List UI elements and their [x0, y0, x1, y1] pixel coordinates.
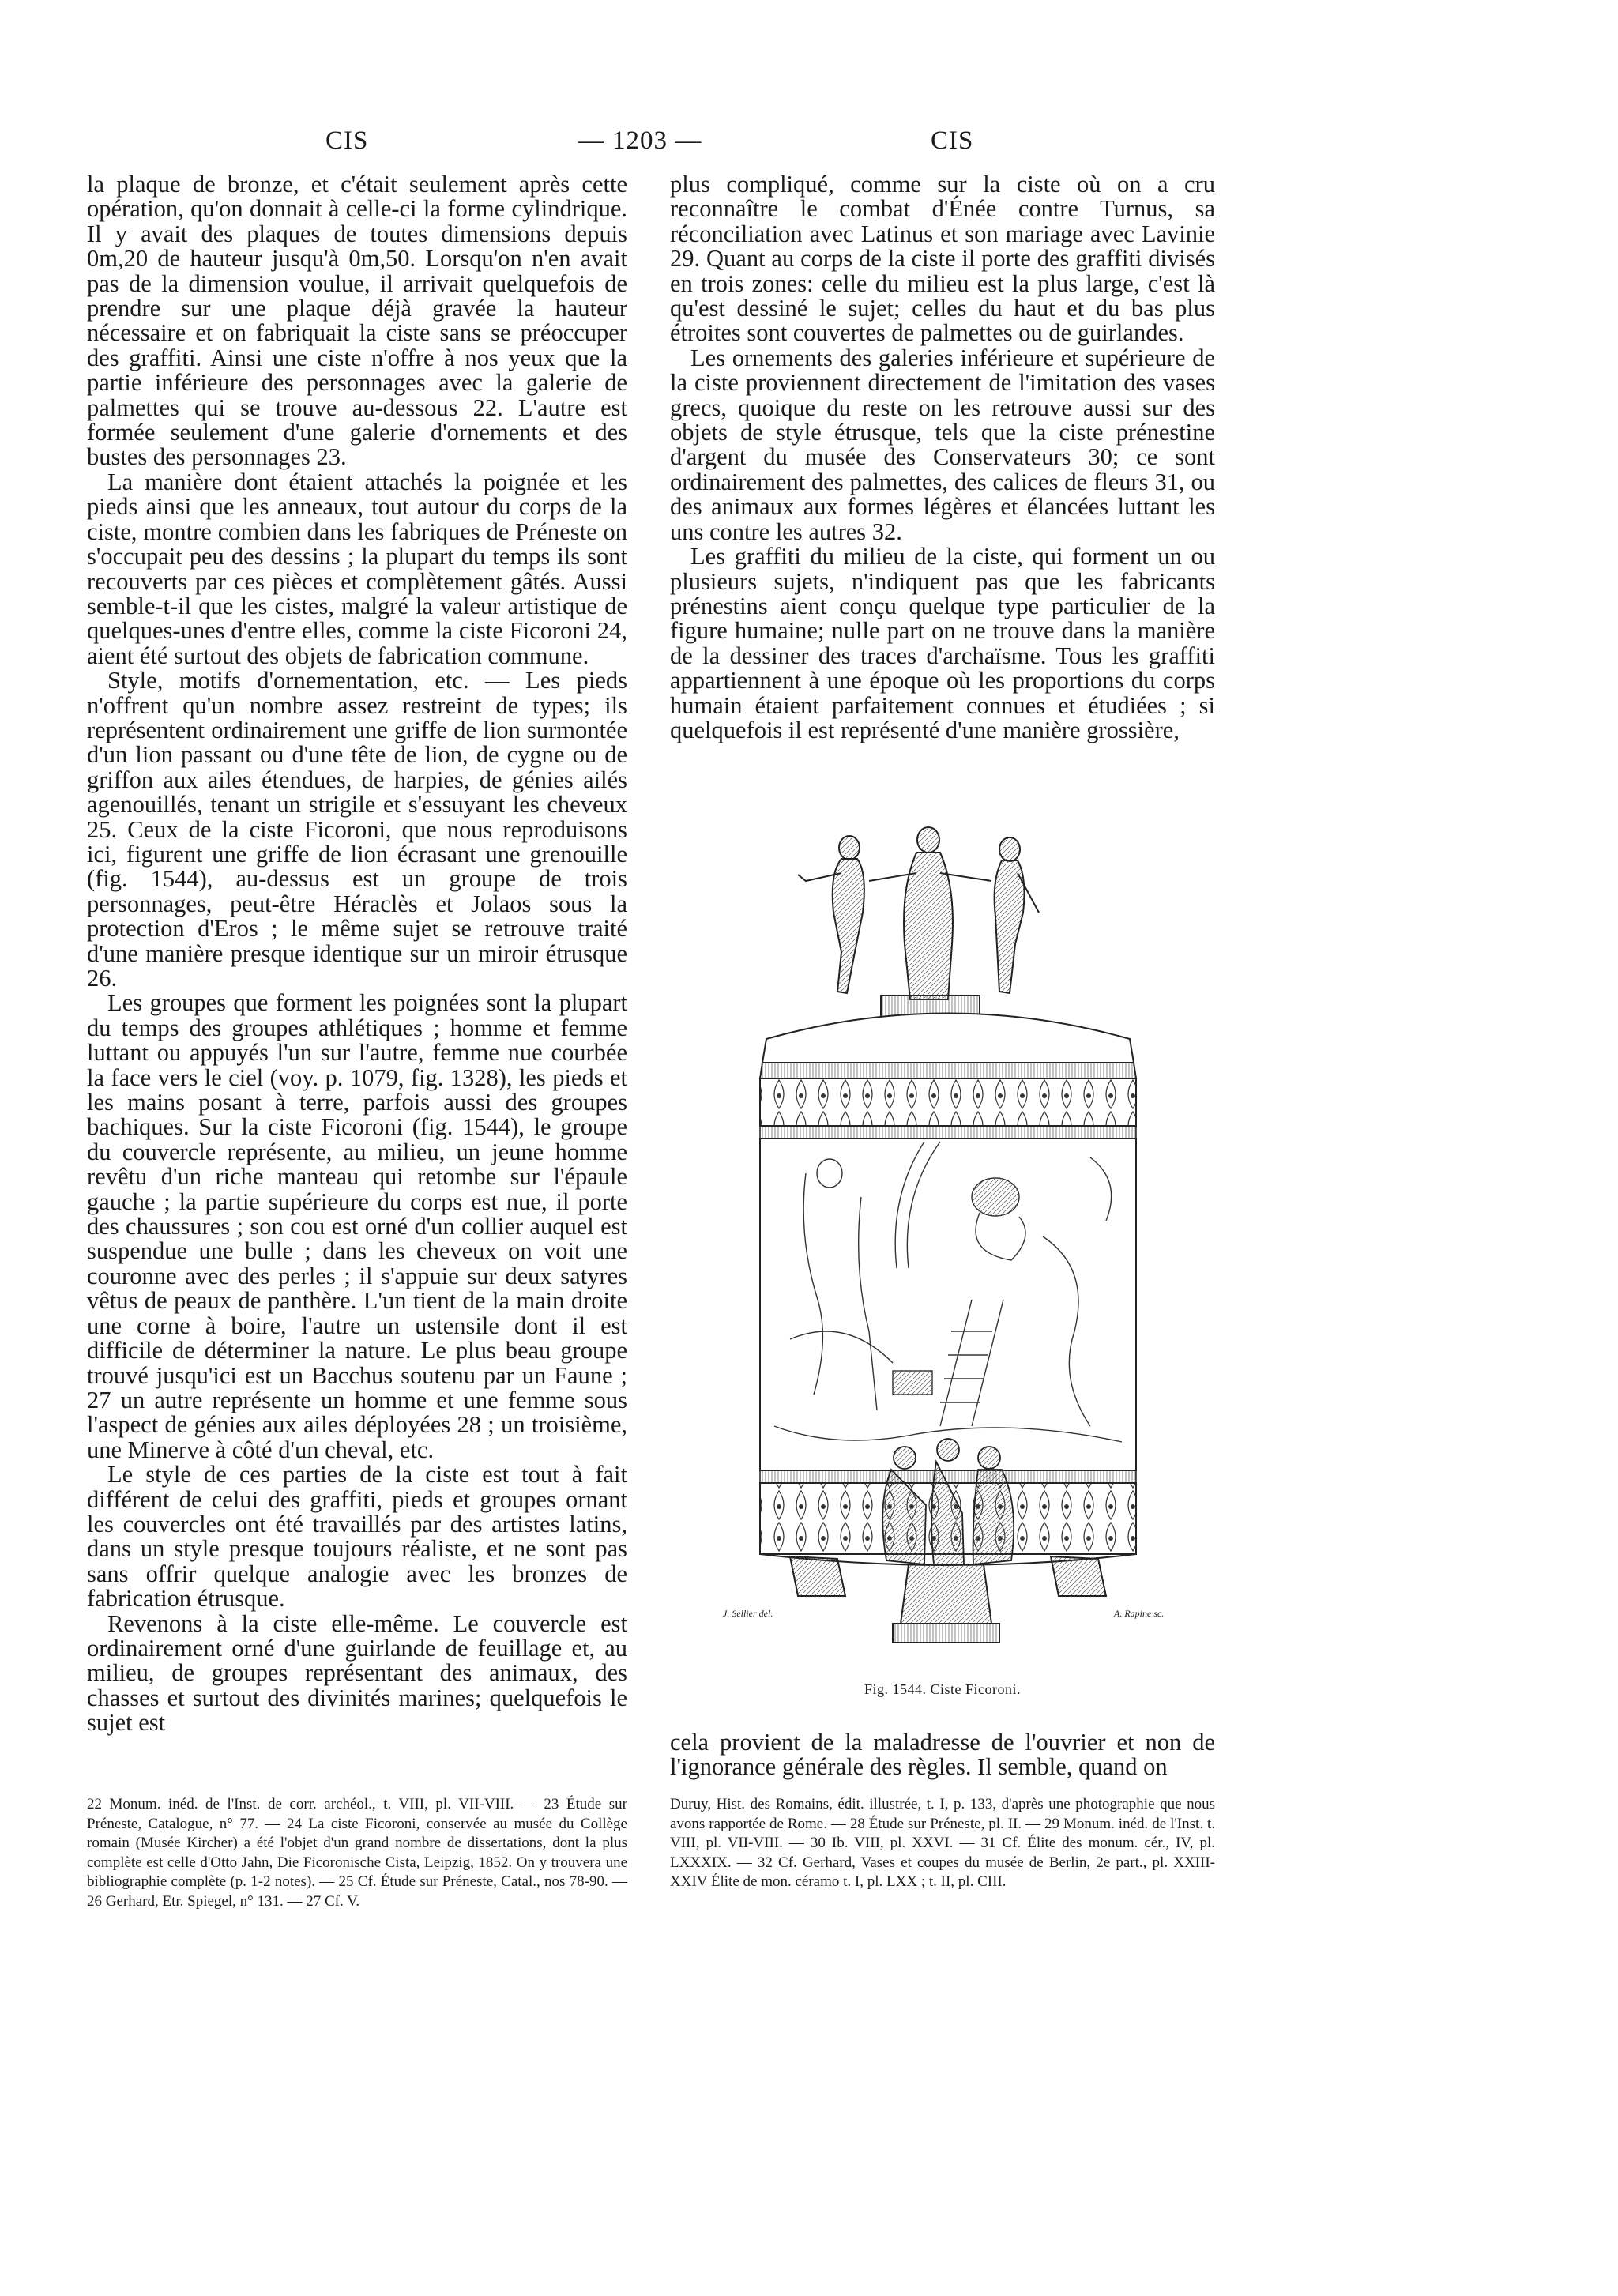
cylinder-body [760, 1139, 1136, 1470]
running-head-right: CIS [931, 126, 974, 155]
paragraph: Le style de ces parties de la ciste est tout à fait différent de celui des graffiti, pieds et groupes ornant les couvercles ont été travaillés par des artistes latins, dans un style presque toujours réaliste, et ne sont pas sans offrir quelque analogie avec les bronzes de fabrication étrusque. [87, 1461, 627, 1613]
lid [762, 1014, 1134, 1063]
paragraph: plus compliqué, comme sur la ciste où on a cru reconnaître le combat d'Énée contre Turnus, sa réconciliation avec Latinus et son mariage avec Lavinie 29. Quant au corps de la ciste il porte des graffiti divisés en trois zones: celle du milieu est la plus large, c'est là qu'est dessiné le sujet; celles du haut et du bas plus étroites sont couvertes de palmettes ou de guirlandes. [670, 171, 1215, 347]
paragraph: Les graffiti du milieu de la ciste, qui forment un ou plusieurs sujets, n'indiquent pas que les fabricants prénestins aient conçu quelque type particulier de la figure humaine; nulle part on ne trouve dans la manière de la dessiner des traces d'archaïsme. Tous les graffiti appartiennent à une époque où les proportions du corps humain étaient parfaitement connues et étudiées ; si quelquefois il est représenté d'une manière grossière, [670, 543, 1215, 743]
upper-palmette-band [760, 1078, 1136, 1126]
handle-figure-group [882, 1439, 1014, 1564]
engraver-signature-left: J. Sellier del. [723, 1608, 773, 1619]
paragraph: Revenons à la ciste elle-même. Le couvercle est ordinairement orné d'une guirlande de feuillage et, au milieu, de groupes représentant des animaux, des chasses et surtout des divinités marines; quelquefois le sujet est [87, 1609, 627, 1737]
lion-claw-feet [790, 1556, 1106, 1643]
right-column-top [670, 172, 1215, 743]
left-column [87, 172, 627, 1736]
ciste-ficoroni-engraving [679, 826, 1217, 1687]
engraver-signature-right: A. Rapine sc. [1114, 1608, 1165, 1619]
paragraph: cela provient de la maladresse de l'ouvrier et non de l'ignorance générale des règles. Il semble, quand on [670, 1729, 1215, 1781]
paragraph: Style, motifs d'ornementation, etc. — Les pieds n'offrent qu'un nombre assez restreint de types; ils représentent ordinairement une griffe de lion surmontée d'un lion passant ou d'une tête de lion, de cygne ou de griffon aux ailes étendues, de harpies, de génies ailés agenouillés, tenant un strigile et s'essuyant les cheveux 25. Ceux de la ciste Ficoroni, que nous reproduisons ici, figurent une griffe de lion écrasant une grenouille (fig. 1544), au-dessus est un groupe de trois personnages, peut-être Héraclès et Jolaos sous la protection d'Eros ; le même sujet se retrouve traité d'une manière presque identique sur un miroir étrusque 26. [87, 667, 627, 992]
paragraph: la plaque de bronze, et c'était seulement après cette opération, qu'on donnait à celle-ci la forme cylindrique. Il y avait des plaques de toutes dimensions depuis 0m,20 de hauteur jusqu'à 0m,50. Lorsqu'on n'en avait pas de la dimension voulue, il arrivait quelquefois de prendre sur une plaque déjà gravée la hauteur nécessaire et on fabriquait la ciste sans se préoccuper des graffiti. Ainsi une ciste n'offre à nos yeux que la partie inférieure des personnages avec la galerie de palmettes qui se trouve au-dessous 22. L'autre est formée seulement d'une galerie d'ornements et des bustes des personnages 23. [87, 171, 627, 471]
figure-caption: Fig. 1544. Ciste Ficoroni. [864, 1681, 1021, 1697]
paragraph: Les ornements des galeries inférieure et supérieure de la ciste proviennent directement de l'imitation des vases grecs, quoique du reste on les retrouve aussi sur des objets de style étrusque, tels que la ciste prénestine d'argent du musée des Conservateurs 30; ce sont ordinairement des palmettes, des calices de fleurs 31, ou des animaux aux formes légères et élancées luttant les uns contre les autres 32. [670, 344, 1215, 545]
running-head-left: CIS [325, 126, 369, 155]
lid-figure-group [798, 827, 1039, 999]
footnotes-left: 22 Monum. inéd. de l'Inst. de corr. archéol., t. VIII, pl. VII-VIII. — 23 Étude sur Préneste, Catalogue, n° 77. — 24 La ciste Ficoroni, conservée au musée du Collège romain (Musée Kircher) a été l'objet d'un grand nombre de dissertations, dont la plus complète est celle d'Otto Jahn, Die Ficoronische Cista, Leipzig, 1852. On y trouvera une bibliographie complète (p. 1-2 notes). — 25 Cf. Étude sur Préneste, Catal., nos 78-90. — 26 Gerhard, Etr. Spiegel, n° 131. — 27 Cf. V. [87, 1796, 627, 1910]
paragraph: La manière dont étaient attachés la poignée et les pieds ainsi que les anneaux, tout autour du corps de la ciste, montre combien dans les fabriques de Préneste on s'occupait peu des dessins ; la plupart du temps ils sont recouverts par ces pièces et complètement gâtés. Aussi semble-t-il que les cistes, malgré la valeur artistique de quelques-unes d'entre elles, comme la ciste Ficoroni 24, aient été surtout des objets de fabrication commune. [87, 468, 627, 669]
page-number: — 1203 — [578, 126, 702, 155]
right-column-bottom [670, 1730, 1215, 1780]
footnotes-right: Duruy, Hist. des Romains, édit. illustrée, t. I, p. 133, d'après une photographie que nous avons rapportée de Rome. — 28 Étude sur Préneste, pl. II. — 29 Monum. inéd. de l'Inst. t. VIII, pl. VII-VIII. — 30 Ib. VIII, pl. XXVI. — 31 Cf. Élite des monum. cér., IV, pl. LXXXIX. — 32 Cf. Gerhard, Vases et coupes du musée de Berlin, 2e part., pl. XXIII-XXIV Élite de mon. céramo t. I, pl. LXX ; t. II, pl. CIII. [670, 1796, 1215, 1891]
paragraph: Les groupes que forment les poignées sont la plupart du temps des groupes athlétiques ; homme et femme luttant ou appuyés l'un sur l'autre, femme nue courbée la face vers le ciel (voy. p. 1079, fig. 1328), les pieds et les mains posant à terre, parfois aussi des groupes bachiques. Sur la ciste Ficoroni (fig. 1544), le groupe du couvercle représente, au milieu, un jeune homme revêtu d'un riche manteau qui retombe sur l'épaule gauche ; la partie supérieure du corps est nue, il porte des chaussures ; son cou est orné d'un collier auquel est suspendue une bulle ; dans les cheveux on voit une couronne avec des perles ; il s'appuie sur deux satyres vêtus de peaux de panthère. L'un tient de la main droite une corne à boire, l'autre un ustensile dont il est difficile de déterminer la nature. Le plus beau groupe trouvé jusqu'ici est un Bacchus soutenu par un Faune ; 27 un autre représente un homme et une femme sous l'aspect de génies aux ailes déployées 28 ; un troisième, une Minerve à côté d'un cheval, etc. [87, 989, 627, 1463]
